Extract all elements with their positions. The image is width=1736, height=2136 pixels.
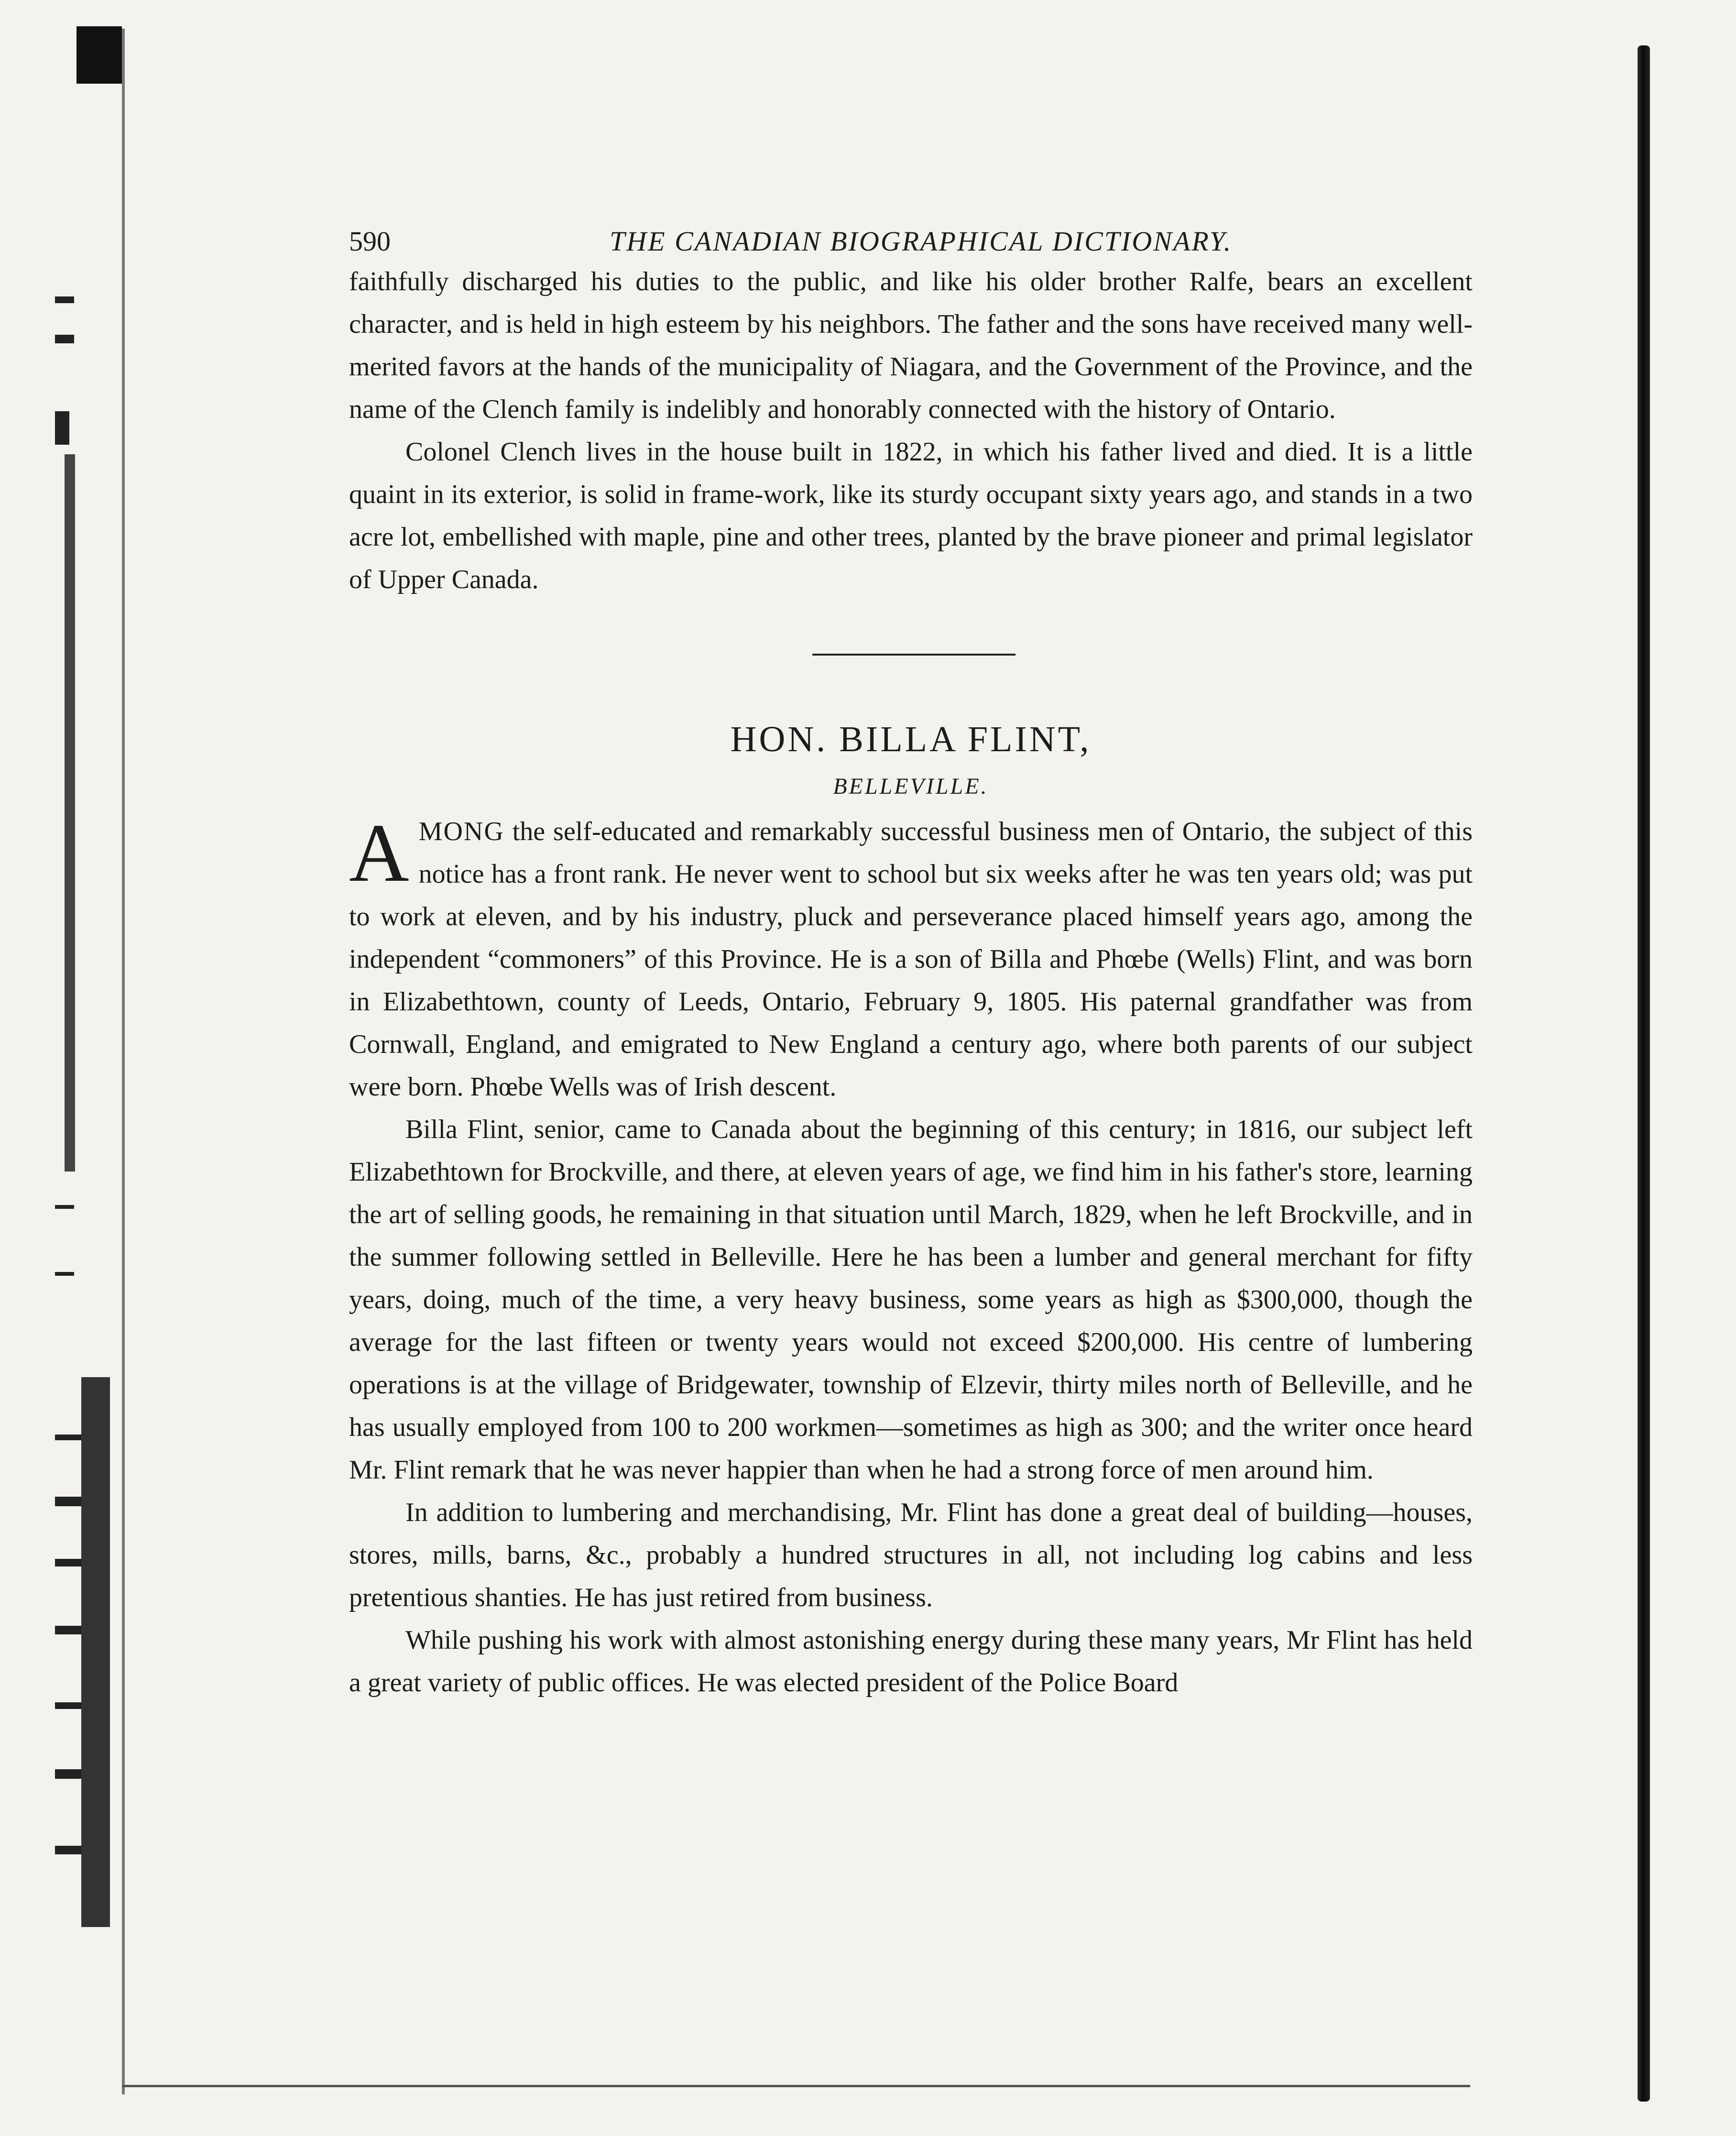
article-lead-paragraph xyxy=(349,807,1473,1108)
scan-edge-bar xyxy=(55,1559,81,1566)
lead-smallcaps: MONG xyxy=(418,817,504,846)
scan-edge-bar xyxy=(81,1377,110,1927)
scan-edge-bar xyxy=(55,411,69,445)
article-paragraph: In addition to lumbering and merchandising, Mr. Flint has done a great deal of building—houses, stores, mills, barns, &c., probably a hundred structures in all, not including log cabins and less pretentious shanties. He has just retired from business. xyxy=(349,1498,1473,1612)
running-title: THE CANADIAN BIOGRAPHICAL DICTIONARY. xyxy=(610,226,1233,257)
article-place: BELLEVILLE. xyxy=(833,774,989,799)
scan-bottom-line xyxy=(122,2085,1470,2087)
scan-edge-right xyxy=(1638,45,1650,2102)
scan-edge-bar xyxy=(55,1497,81,1506)
section-divider xyxy=(812,654,1015,656)
previous-article-paragraph: Colonel Clench lives in the house built in 1822, in which his father lived and died. It is a little quaint in its exterior, is solid in frame-work, like its sturdy occupant sixty years ago, and stands in a two acre lot, embellished with maple, pine and other trees, planted by the brave pioneer and primal legislator of Upper Canada. xyxy=(349,437,1473,594)
scan-edge-bar xyxy=(55,1272,74,1276)
lead-text: the self-educated and remarkably successful business men of Ontario, the subject of this notice has a front rank. He never went to school but six weeks after he was ten years old; was put to work at eleven, and by his industry, pluck and perseverance placed himself years ago, among the independent “commoners” of this Province. He is a son of Billa and Phœbe (Wells) Flint, and was born in Elizabethtown, county of Leeds, Ontario, February 9, 1805. His paternal grandfather was from Cornwall, England, and emigrated to New England a century ago, where both parents of our subject were born. Phœbe Wells was of Irish descent. xyxy=(349,817,1473,1102)
scan-edge-line xyxy=(122,29,125,2094)
scan-edge-bar xyxy=(55,1702,81,1709)
scan-edge-bar xyxy=(55,1626,81,1634)
page-number: 590 xyxy=(349,226,391,257)
previous-article-paragraph: faithfully discharged his duties to the public, and like his older brother Ralfe, bears an excellent character, and is held in high esteem by his neighbors. The father and the sons have received many well-merited favors at the hands of the municipality of Niagara, and the Government of the Province, and the name of the Clench family is indelibly and honorably connected with the history of Ontario. xyxy=(349,267,1473,424)
scan-edge-bar xyxy=(55,1205,74,1209)
scan-edge-bar xyxy=(65,454,75,1172)
scan-edge-bar xyxy=(55,296,74,303)
scan-edge-block xyxy=(76,26,122,84)
article-title: HON. BILLA FLINT, xyxy=(730,719,1092,759)
scan-edge-bar xyxy=(55,335,74,343)
article-paragraph: While pushing his work with almost astonishing energy during these many years, Mr Flint has held a great variety of public offices. He was elected president of the Police Board xyxy=(349,1625,1473,1698)
running-head xyxy=(349,222,1473,261)
scan-edge-bar xyxy=(55,1846,81,1854)
drop-cap: A xyxy=(349,807,409,899)
scan-edge-bar xyxy=(55,1435,81,1440)
scan-edge-bar xyxy=(55,1769,81,1779)
book-page xyxy=(349,222,1473,1704)
article-paragraph: Billa Flint, senior, came to Canada about the beginning of this century; in 1816, our subject left Elizabethtown for Brockville, and there, at eleven years of age, we find him in his father's store, learning the art of selling goods, he remaining in that situation until March, 1829, when he left Brockville, and in the summer following settled in Belleville. Here he has been a lumber and general merchant for fifty years, doing, much of the time, a very heavy business, some years as high as $300,000, though the average for the last fifteen or twenty years would not exceed $200,000. His centre of lumbering operations is at the village of Bridgewater, township of Elzevir, thirty miles north of Belleville, and he has usually employed from 100 to 200 workmen—sometimes as high as 300; and the writer once heard Mr. Flint remark that he was never happier than when he had a strong force of men around him. xyxy=(349,1115,1473,1485)
